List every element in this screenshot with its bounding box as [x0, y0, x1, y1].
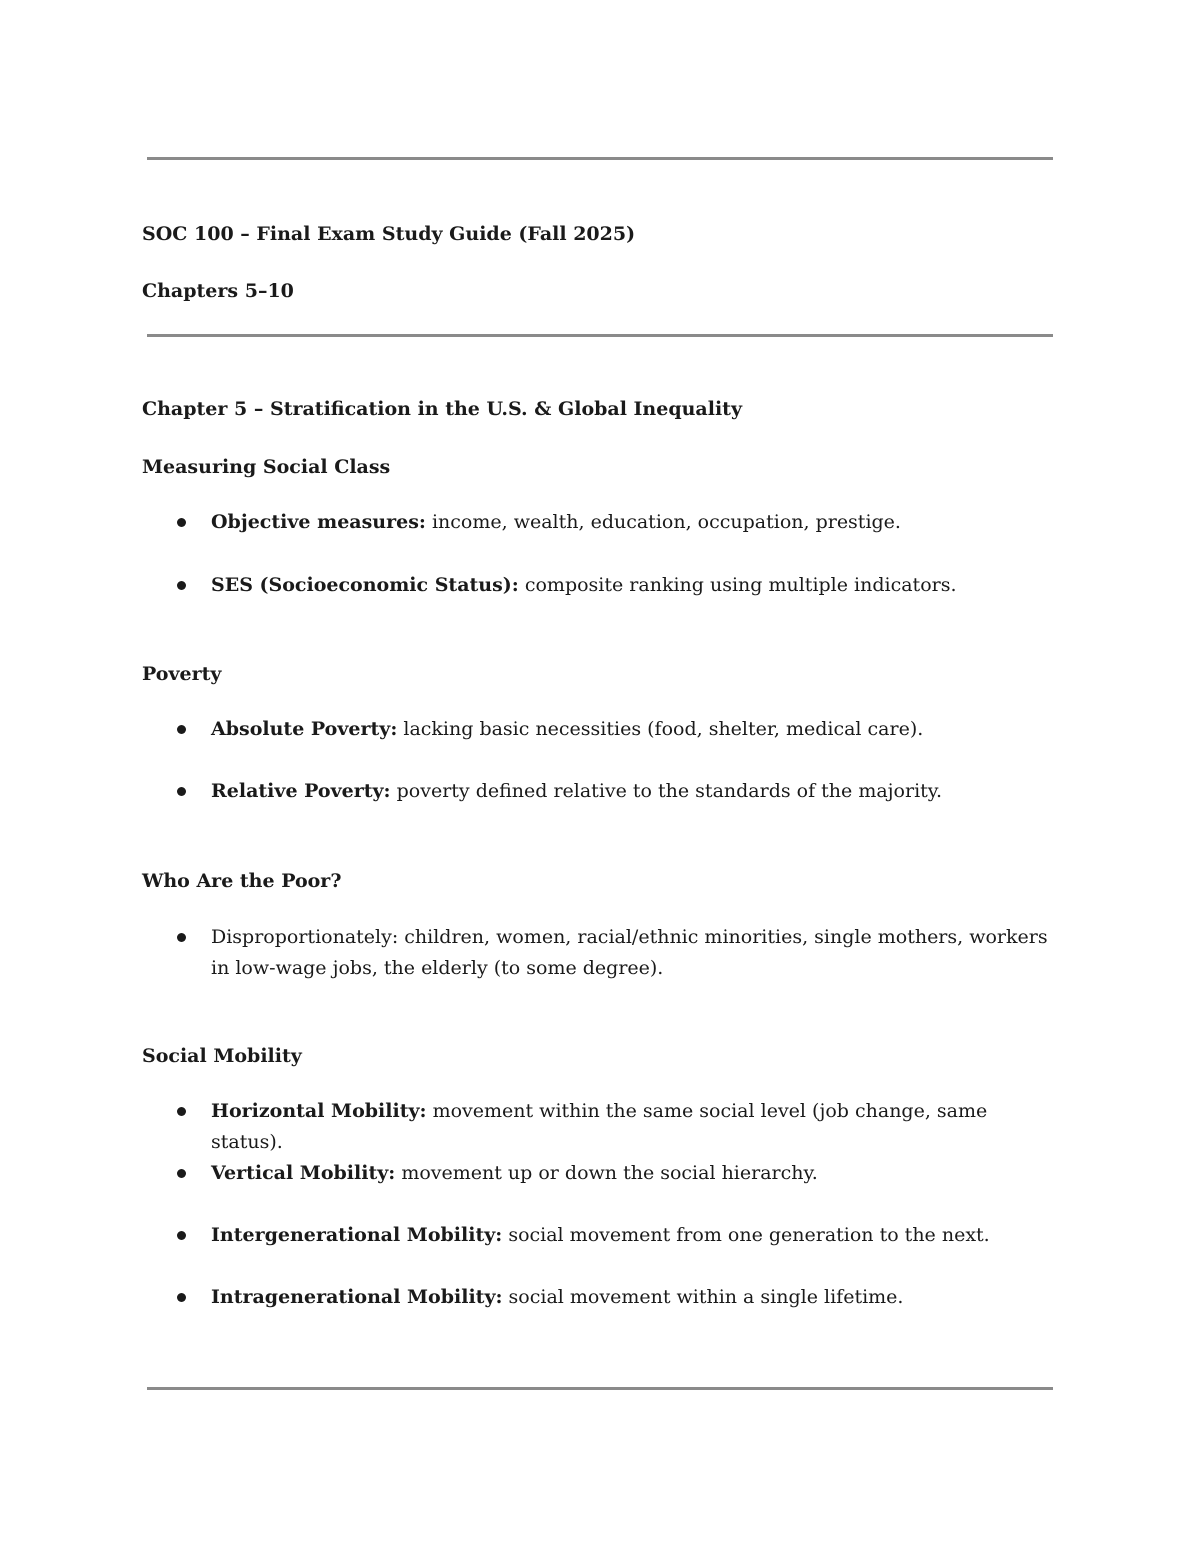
- list-item-text: [211, 714, 1061, 745]
- section-heading-poverty: Poverty: [142, 663, 222, 685]
- list-item-term: Objective measures:: [211, 511, 426, 533]
- document-subtitle: Chapters 5–10: [142, 280, 294, 302]
- divider-bottom: [147, 1387, 1053, 1390]
- list-item-text: [211, 1220, 1061, 1251]
- bullet-icon: [177, 1293, 186, 1302]
- list-item-term: SES (Socioeconomic Status):: [211, 574, 519, 596]
- section-heading-measuring-social-class: Measuring Social Class: [142, 456, 391, 478]
- list-item-text: [211, 1158, 1061, 1189]
- document-title: SOC 100 – Final Exam Study Guide (Fall 2025): [142, 223, 636, 245]
- chapter-heading: Chapter 5 – Stratification in the U.S. & Global Inequality: [142, 398, 742, 420]
- list-item-term: Vertical Mobility:: [211, 1162, 396, 1184]
- list-item-description: Disproportionately: children, women, racial/ethnic minorities, single mothers, workers in low-wage jobs, the elderly (to some degree).: [211, 926, 1048, 979]
- section-heading-social-mobility: Social Mobility: [142, 1045, 302, 1067]
- list-item-text: [211, 776, 1061, 807]
- list-item-description: social movement from one generation to the next.: [502, 1224, 990, 1246]
- list-item-term: Relative Poverty:: [211, 780, 391, 802]
- divider-after-title: [147, 334, 1053, 337]
- list-item-text: [211, 570, 1061, 601]
- list-item-text: [211, 1096, 1061, 1158]
- list-item-text: [211, 507, 1061, 538]
- bullet-icon: [177, 933, 186, 942]
- bullet-icon: [177, 1107, 186, 1116]
- list-item-term: Intergenerational Mobility:: [211, 1224, 503, 1246]
- list-item-term: Horizontal Mobility:: [211, 1100, 427, 1122]
- list-item-description: poverty defined relative to the standards of the majority.: [390, 780, 943, 802]
- list-item-description: social movement within a single lifetime.: [502, 1286, 904, 1308]
- bullet-icon: [177, 518, 186, 527]
- bullet-icon: [177, 787, 186, 796]
- list-item-text: [211, 922, 1061, 984]
- list-item-description: movement within the same social level (job change, same status).: [211, 1100, 988, 1153]
- list-item-description: composite ranking using multiple indicators.: [518, 574, 957, 596]
- divider-top: [147, 157, 1053, 160]
- bullet-icon: [177, 1231, 186, 1240]
- bullet-icon: [177, 581, 186, 590]
- list-item-description: lacking basic necessities (food, shelter, medical care).: [397, 718, 924, 740]
- section-heading-who-are-the-poor: Who Are the Poor?: [142, 870, 342, 892]
- bullet-icon: [177, 1169, 186, 1178]
- list-item-text: [211, 1282, 1061, 1313]
- list-item-term: Absolute Poverty:: [211, 718, 398, 740]
- bullet-icon: [177, 725, 186, 734]
- list-item-description: movement up or down the social hierarchy.: [395, 1162, 818, 1184]
- list-item-description: income, wealth, education, occupation, prestige.: [425, 511, 901, 533]
- list-item-term: Intragenerational Mobility:: [211, 1286, 503, 1308]
